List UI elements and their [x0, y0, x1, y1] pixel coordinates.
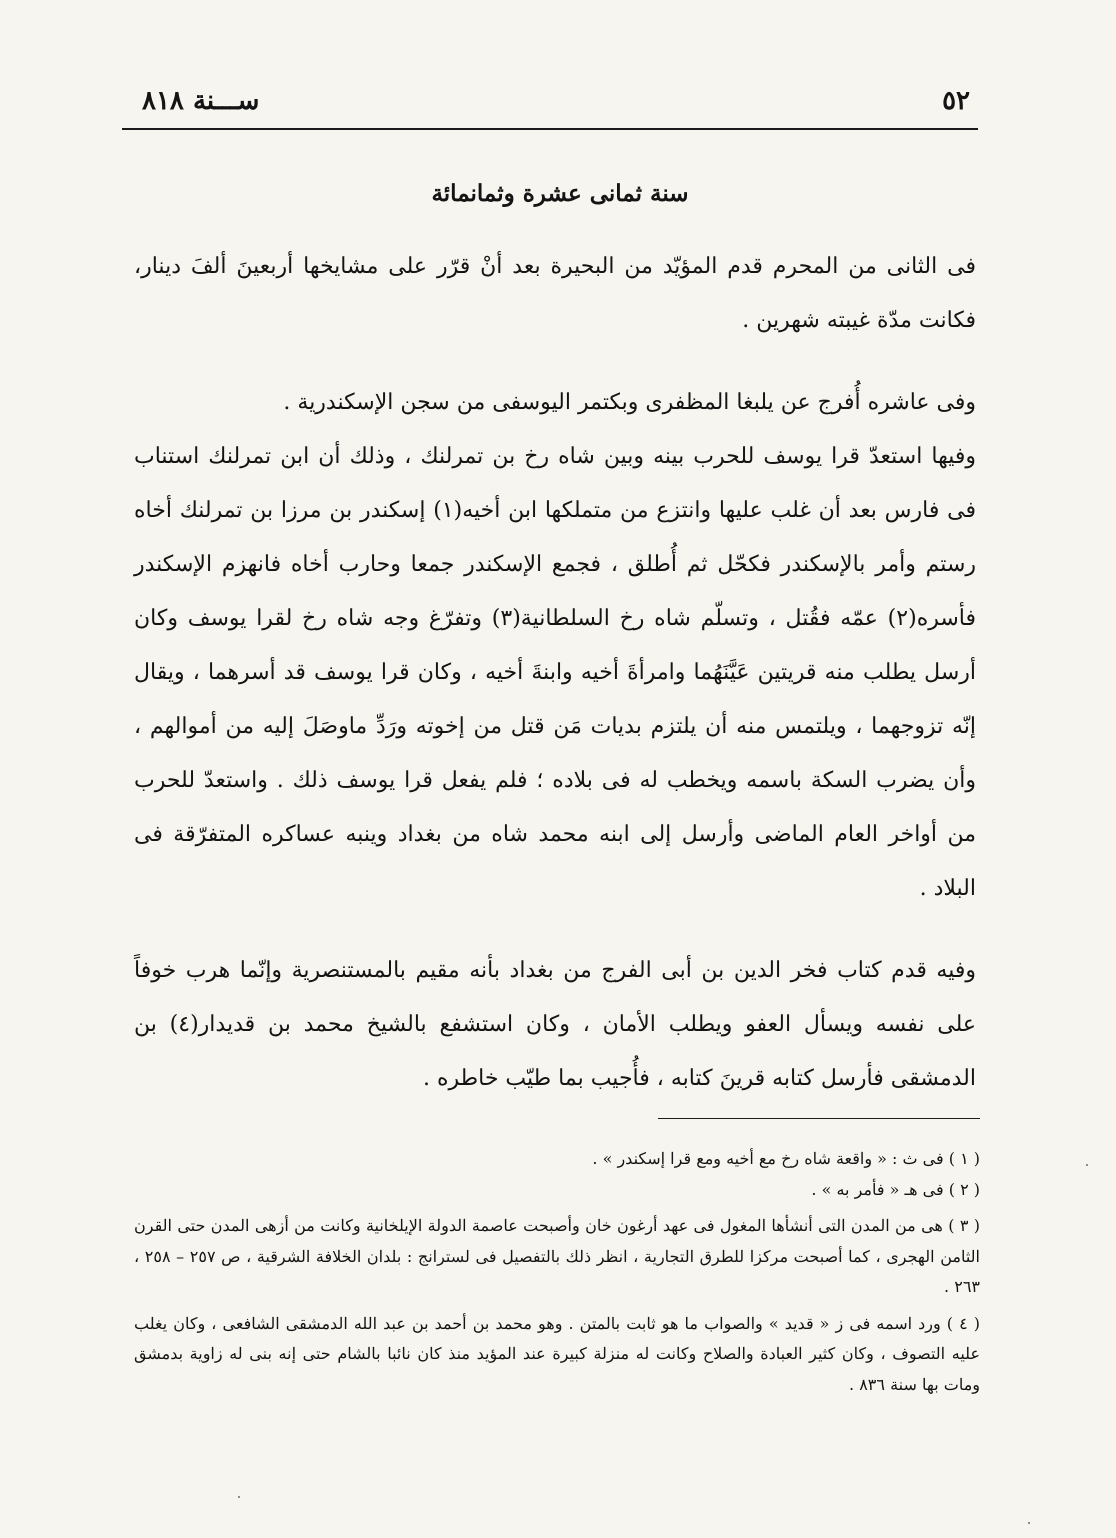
paragraph-2: وفى عاشره أُفرج عن يلبغا المظفرى وبكتمر اليوسفى من سجن الإسكندرية . [283, 390, 976, 415]
scan-speck [238, 1496, 240, 1498]
body-text [134, 240, 976, 1106]
footnote-4: ( ٤ ) ورد اسمه فى ز « قديد » والصواب ما هو ثابت بالمتن . وهو محمد بن أحمد بن عبد الله الدمشقى الشافعى ، وكان يغلب عليه التصوف ، وكان كثير العبادة والصلاح وكانت له منزلة كبيرة عند المؤيد منذ كان نائبا بالشام حتى إنه بنى له زاوية بدمشق ومات بها سنة ٨٣٦ . [134, 1313, 981, 1394]
paragraph-1: فى الثانى من المحرم قدم المؤيّد من البحيرة بعد أنْ قرّر على مشايخها أربعينَ ألفَ دينار، فكانت مدّة غيبته شهرين . [134, 254, 976, 333]
footnotes [134, 1144, 980, 1400]
footnote-divider [658, 1118, 980, 1119]
page-number: ٥٢ [942, 86, 970, 116]
section-title: سنة ثمانى عشرة وثمانمائة [431, 180, 689, 207]
running-header [128, 82, 980, 126]
paragraph-4: وفيه قدم كتاب فخر الدين بن أبى الفرج من بغداد بأنه مقيم بالمستنصرية وإنّما هرب خوفاً على نفسه ويسأل العفو ويطلب الأمان ، وكان استشفع بالشيخ محمد بن قديدار(٤) بن الدمشقى فأرسل كتابه قرينَ كتابه ، فأُجيب بما طيّب خاطره . [134, 958, 976, 1091]
scan-speck [1086, 1164, 1088, 1166]
header-divider [122, 128, 978, 130]
footnote-2: ( ٢ ) فى هـ « فأمر به » . [811, 1179, 980, 1199]
footnote-1: ( ١ ) فى ث : « واقعة شاه رخ مع أخيه ومع قرا إسكندر » . [592, 1149, 980, 1168]
paragraph-3: وفيها استعدّ قرا يوسف للحرب بينه وبين شاه رخ بن تمرلنك ، وذلك أن ابن تمرلنك استناب فى فارس بعد أن غلب عليها وانتزع من متملكها ابن أخيه(١) إسكندر بن مرزا بن تمرلنك أخاه رستم وأمر بالإسكندر فكحّل ثم أُطلق ، فجمع الإسكندر جمعا وحارب أخاه فانهزم الإسكندر فأسره(٢) عمّه فقُتل ، وتسلّم شاه رخ السلطانية(٣) وتفرّغ وجه شاه رخ لقرا يوسف وكان أرسل يطلب منه قريتين عَيَّنَهُما وامرأةَ أخيه وابنةَ أخيه ، وكان قرا يوسف قد أسرهما ، ويقال إنّه تزوجهما ، ويلتمس منه أن يلتزم بديات مَن قتل من إخوته ورَدِّ ماوصَلَ إليه من أموالهم ، وأن يضرب السكة باسمه ويخطب له فى بلاده ؛ فلم يفعل قرا يوسف ذلك . واستعدّ للحرب من أواخر العام الماضى وأرسل إلى ابنه محمد شاه من بغداد وينبه عساكره المتفرّقة فى البلاد . [134, 444, 977, 901]
running-header-year: ســـنة ٨١٨ [142, 86, 260, 116]
footnote-3: ( ٣ ) هى من المدن التى أنشأها المغول فى عهد أرغون خان وأصبحت عاصمة الدولة الإيلخانية وكانت من أزهى المدن حتى القرن الثامن الهجرى ، كما أصبحت مركزا للطرق التجارية ، انظر ذلك بالتفصيل فى لسترانج : بلدان الخلافة الشرقية ، ص ٢٥٧ – ٢٥٨ ، ٢٦٣ . [134, 1216, 980, 1296]
scan-speck [1028, 1522, 1030, 1524]
